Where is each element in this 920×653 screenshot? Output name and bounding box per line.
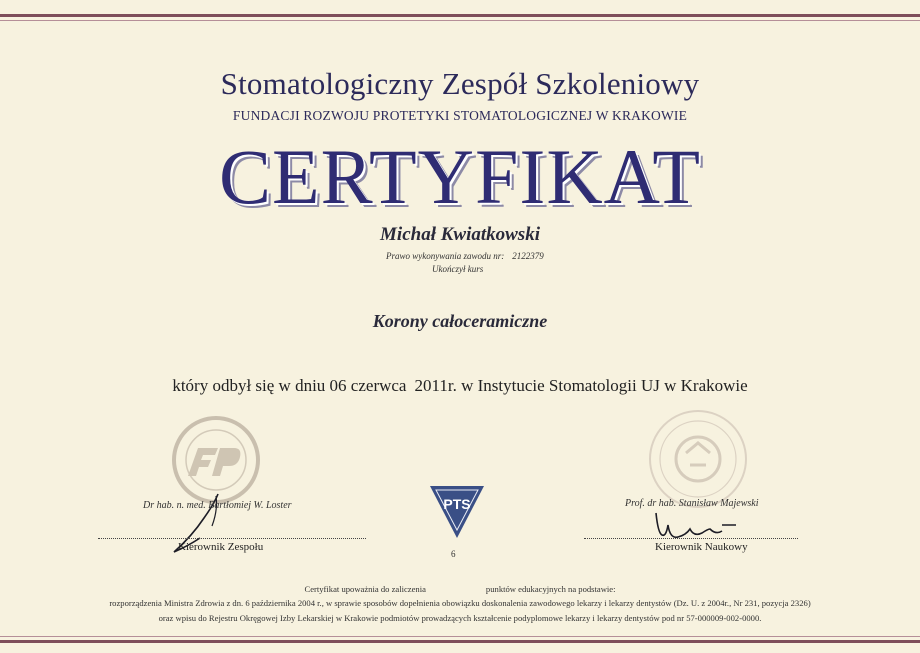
right-signature-line [584, 538, 798, 539]
right-signature-icon [652, 505, 772, 545]
footer-text-b: punktów edukacyjnych na podstawie: [485, 584, 616, 594]
left-signatory-role: Kierownik Zespołu [178, 541, 264, 553]
event-text-date: który odbył się w dniu 06 czerwca [172, 376, 407, 395]
license-info [386, 251, 544, 261]
left-signatory-title: Dr hab. n. med. Bartłomiej W. Loster [143, 500, 292, 511]
right-signatory-title: Prof. dr hab. Stanisław Majewski [625, 498, 759, 509]
bottom-border-line [0, 636, 920, 637]
footer-line-2: rozporządzenia Ministra Zdrowia z dn. 6 października 2004 r., w sprawie sposobów dopełnienia obowiązku doskonalenia zawodowego lekarzy i lekarzy dentystów (Dz. U. z 2004r., Nr 231, pozycja 2326) [109, 598, 811, 608]
license-label: Prawo wykonywania zawodu nr: [386, 251, 505, 261]
footer-text-a: Certyfikat upoważnia do zaliczenia [304, 584, 426, 594]
pts-logo-icon [428, 484, 486, 540]
footer-line-3: oraz wpisu do Rejestru Okręgowej Izby Lekarskiej w Krakowie podmiotów prowadzących kształcenie podyplomowe lekarzy i lekarzy dentystów pod nr 57-000009-002-0000. [158, 613, 762, 623]
pts-logo-text: PTS [443, 496, 471, 512]
left-signature-line [98, 538, 366, 539]
event-text-place: 2011r. w Instytucie Stomatologii UJ w Krakowie [414, 376, 748, 395]
course-name: Korony całoceramiczne [372, 311, 548, 331]
certificate-title: CERTYFIKAT [219, 133, 701, 220]
event-line [0, 376, 920, 396]
top-border-line [0, 20, 920, 21]
right-signatory-role: Kierownik Naukowy [655, 541, 748, 553]
top-border-band [0, 14, 920, 17]
completed-label: Ukończył kurs [432, 264, 484, 274]
organization-subtitle: FUNDACJI ROZWOJU PROTETYKI STOMATOLOGICZNEJ W KRAKOWIE [232, 108, 688, 123]
license-number: 2122379 [512, 251, 544, 261]
organization-title: Stomatologiczny Zespół Szkoleniowy [220, 66, 700, 101]
logo-number: 6 [451, 549, 456, 559]
university-seal-icon [646, 407, 750, 511]
recipient-name: Michał Kwiatkowski [380, 224, 540, 245]
bottom-border-band [0, 640, 920, 643]
footer-line-1 [0, 584, 920, 594]
